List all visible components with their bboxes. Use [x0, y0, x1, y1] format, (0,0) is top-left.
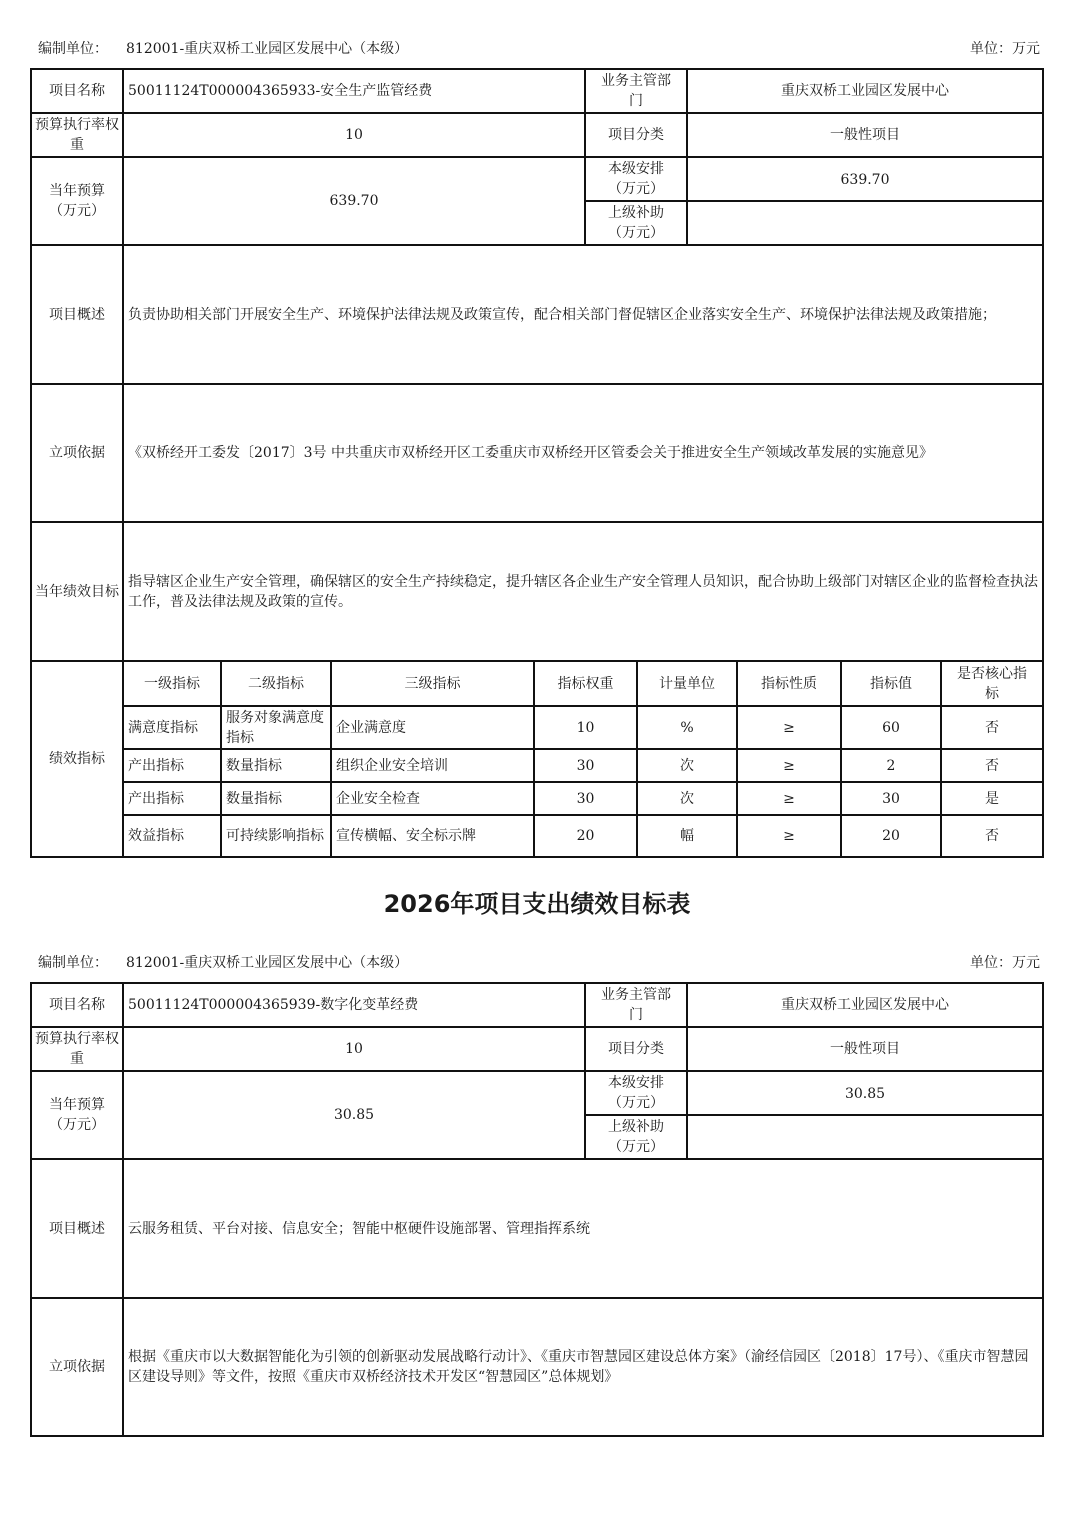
level1-cell: 产出指标: [128, 757, 184, 774]
category-label: 项目分类: [608, 1041, 664, 1057]
project-name-label: 项目名称: [49, 83, 105, 99]
basis-value: 根据《重庆市以大数据智能化为引领的创新驱动发展战略行动计》、《重庆市智慧园区建设总体方案》（渝经信园区〔2018〕17号）、《重庆市智慧园区建设导则》等文件，按照《重庆市双桥经济技术开发区“智慧园区”总体规划》: [128, 1349, 1029, 1385]
goal-label: 当年绩效目标: [35, 583, 119, 600]
goal-value: 指导辖区企业生产安全管理，确保辖区的安全生产持续稳定，提升辖区各企业生产安全管理人员知识，配合协助上级部门对辖区企业的监督检查执法工作，普及法律法规及政策的宣传。: [128, 573, 1038, 610]
level1-cell: 产出指标: [128, 790, 184, 807]
page-title: 2026年项目支出绩效目标表: [383, 890, 691, 918]
budget-label: 当年预算（万元）: [49, 1097, 105, 1133]
dept-value: 重庆双桥工业园区发展中心: [781, 997, 949, 1013]
indicator-header: 三级指标: [404, 675, 461, 692]
weight-value: 10: [345, 127, 363, 143]
core-cell: 是: [985, 790, 999, 807]
unit-cell: 次: [680, 790, 694, 807]
basis-label: 立项依据: [49, 445, 105, 461]
level3-cell: 宣传横幅、安全标示牌: [336, 828, 476, 844]
level2-cell: 可持续影响指标: [226, 828, 324, 844]
weight-cell: 10: [576, 719, 595, 736]
org-value: 812001-重庆双桥工业园区发展中心（本级）: [126, 955, 409, 971]
value-cell: 60: [882, 719, 900, 736]
local-value: 30.85: [844, 1086, 886, 1102]
level2-cell: 数量指标: [226, 757, 282, 774]
indicator-header: 指标权重: [557, 675, 614, 692]
dept-label: 业务主管部门: [601, 987, 671, 1023]
local-label: 本级安排（万元）: [608, 1075, 664, 1111]
weight-label: 预算执行率权重: [35, 1031, 119, 1067]
level3-cell: 组织企业安全培训: [336, 757, 448, 774]
unit-label: 单位：万元: [970, 955, 1040, 971]
nature-cell: ≥: [783, 828, 795, 844]
core-cell: 否: [985, 719, 999, 736]
category-label: 项目分类: [608, 127, 664, 143]
weight-cell: 30: [576, 757, 595, 774]
budget-label: 当年预算（万元）: [49, 183, 105, 219]
project-name-label: 项目名称: [49, 997, 105, 1013]
core-cell: 否: [985, 828, 999, 844]
budget-value: 30.85: [333, 1107, 375, 1123]
budget-value: 639.70: [329, 193, 379, 209]
indicator-header: 是否核心指标: [957, 665, 1027, 702]
local-value: 639.70: [840, 172, 890, 188]
basis-label: 立项依据: [49, 1359, 105, 1375]
indicator-header: 指标值: [870, 675, 912, 692]
nature-cell: ≥: [783, 790, 795, 807]
value-cell: 20: [882, 828, 900, 844]
category-value: 一般性项目: [830, 127, 900, 143]
local-label: 本级安排（万元）: [608, 161, 664, 197]
level3-cell: 企业安全检查: [336, 790, 420, 807]
subsidy-value: [688, 202, 1042, 244]
project-name-value: 50011124T000004365933-安全生产监管经费: [128, 83, 433, 99]
basis-value: 《双桥经开工委发〔2017〕3号 中共重庆市双桥经开区工委重庆市双桥经开区管委会关于推进安全生产领域改革发展的实施意见》: [128, 445, 933, 461]
overview-label: 项目概述: [49, 1220, 105, 1237]
unit-label: 单位：万元: [970, 41, 1040, 57]
indicator-header: 一级指标: [144, 675, 200, 692]
org-label: 编制单位：: [38, 41, 108, 57]
unit-cell: 次: [680, 757, 694, 774]
weight-cell: 20: [576, 828, 595, 844]
nature-cell: ≥: [783, 757, 795, 774]
weight-value: 10: [345, 1041, 363, 1057]
weight-cell: 30: [576, 790, 595, 807]
value-cell: 30: [882, 790, 900, 807]
unit-cell: 幅: [680, 828, 694, 844]
org-value: 812001-重庆双桥工业园区发展中心（本级）: [126, 41, 409, 57]
subsidy-label: 上级补助（万元）: [608, 205, 664, 241]
dept-label: 业务主管部门: [601, 73, 671, 109]
overview-label: 项目概述: [49, 306, 105, 323]
level2-cell: 数量指标: [226, 790, 282, 807]
level3-cell: 企业满意度: [336, 719, 406, 736]
indicators-label: 绩效指标: [49, 751, 105, 767]
category-value: 一般性项目: [830, 1041, 900, 1057]
indicator-header: 指标性质: [761, 675, 817, 692]
dept-value: 重庆双桥工业园区发展中心: [781, 83, 949, 99]
level1-cell: 效益指标: [128, 828, 184, 844]
indicator-header: 计量单位: [659, 675, 715, 692]
core-cell: 否: [985, 757, 999, 774]
subsidy-value: [688, 1116, 1042, 1158]
level1-cell: 满意度指标: [128, 719, 198, 736]
project-name-value: 50011124T000004365939-数字化变革经费: [128, 997, 419, 1013]
subsidy-label: 上级补助（万元）: [608, 1119, 664, 1155]
overview-value: 负责协助相关部门开展安全生产、环境保护法律法规及政策宣传，配合相关部门督促辖区企业落实安全生产、环境保护法律法规及政策措施；: [128, 306, 996, 323]
nature-cell: ≥: [783, 719, 795, 736]
weight-label: 预算执行率权重: [35, 117, 119, 153]
org-label: 编制单位：: [38, 955, 108, 971]
unit-cell: %: [680, 719, 694, 736]
level2-cell: 服务对象满意度指标: [226, 709, 324, 746]
overview-value: 云服务租赁、平台对接、信息安全；智能中枢硬件设施部署、管理指挥系统: [128, 1220, 590, 1237]
indicator-header: 二级指标: [248, 675, 304, 692]
value-cell: 2: [886, 757, 896, 774]
